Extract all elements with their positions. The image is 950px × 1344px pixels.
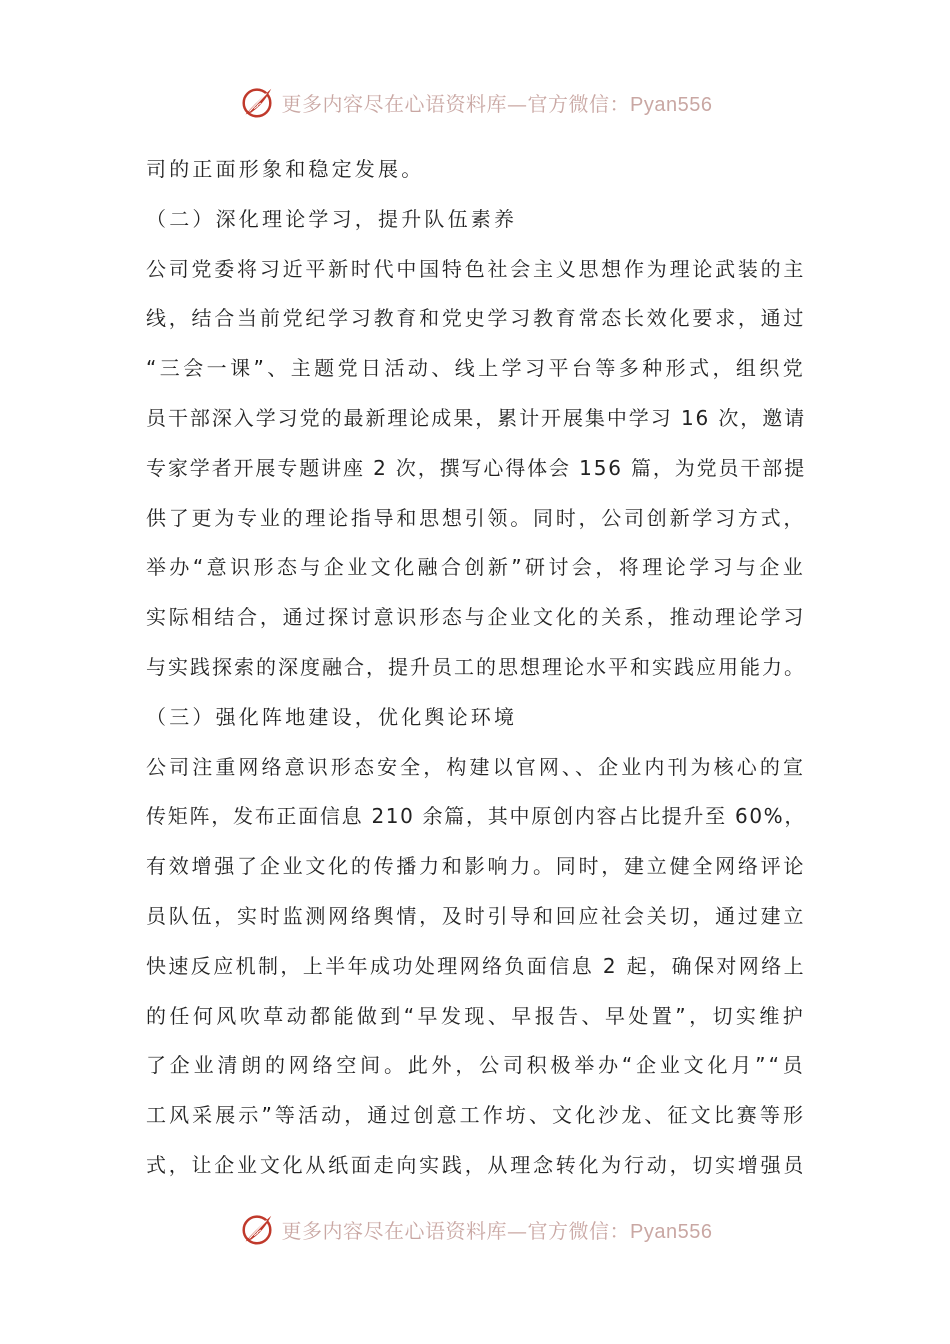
text-line: 公司注重网络意识形态安全，构建以官网、、企业内刊为核心的宣 — [146, 754, 806, 779]
watermark-text — [282, 1215, 713, 1244]
text-line: 实际相结合，通过探讨意识形态与企业文化的关系，推动理论学习 — [146, 605, 806, 630]
text-line: 与实践探索的深度融合，提升员工的思想理论水平和实践应用能力。 — [146, 654, 806, 679]
text-line: 工风采展示”等活动，通过创意工作坊、文化沙龙、征文比赛等形 — [146, 1103, 806, 1128]
text-line: 专家学者开展专题讲座 2 次，撰写心得体会 156 篇，为党员干部提 — [146, 455, 806, 480]
text-line: 举办“意识形态与企业文化融合创新”研讨会，将理论学习与企业 — [146, 555, 806, 580]
text-line: 有效增强了企业文化的传播力和影响力。同时，建立健全网络评论 — [146, 854, 806, 879]
text-line: 快速反应机制，上半年成功处理网络负面信息 2 起，确保对网络上 — [146, 953, 806, 978]
text-line: 式，让企业文化从纸面走向实践，从理念转化为行动，切实增强员 — [146, 1152, 806, 1177]
watermark-handle: Pyan556 — [630, 1220, 713, 1243]
text-line: （二）深化理论学习，提升队伍素养 — [146, 206, 518, 231]
header-watermark — [0, 80, 950, 124]
watermark-handle: Pyan556 — [630, 93, 713, 116]
text-line: （三）强化阵地建设，优化舆论环境 — [146, 704, 518, 729]
text-line: 司的正面形象和稳定发展。 — [146, 157, 425, 181]
watermark-label: 更多内容尽在心语资料库—官方微信： — [281, 1218, 631, 1243]
quill-logo-icon — [238, 83, 276, 121]
watermark-text — [282, 88, 713, 117]
text-line: “三会一课”、主题党日活动、线上学习平台等多种形式，组织党 — [146, 356, 806, 381]
text-line: 供了更为专业的理论指导和思想引领。同时，公司创新学习方式， — [146, 505, 806, 530]
text-line: 公司党委将习近平新时代中国特色社会主义思想作为理论武装的主 — [146, 256, 806, 281]
text-line: 的任何风吹草动都能做到“早发现、早报告、早处置”，切实维护 — [146, 1003, 806, 1028]
watermark-label: 更多内容尽在心语资料库—官方微信： — [281, 91, 631, 116]
text-line: 员干部深入学习党的最新理论成果，累计开展集中学习 16 次，邀请 — [146, 405, 806, 430]
text-line: 员队伍，实时监测网络舆情，及时引导和回应社会关切，通过建立 — [146, 903, 806, 928]
footer-watermark — [0, 1207, 950, 1251]
document-body — [146, 145, 806, 1191]
text-line: 了企业清朗的网络空间。此外，公司积极举办“企业文化月”“员 — [146, 1053, 806, 1078]
quill-logo-icon — [238, 1210, 276, 1248]
text-line: 线，结合当前党纪学习教育和党史学习教育常态长效化要求，通过 — [146, 306, 806, 331]
text-line: 传矩阵，发布正面信息 210 余篇，其中原创内容占比提升至 60%， — [146, 804, 806, 829]
